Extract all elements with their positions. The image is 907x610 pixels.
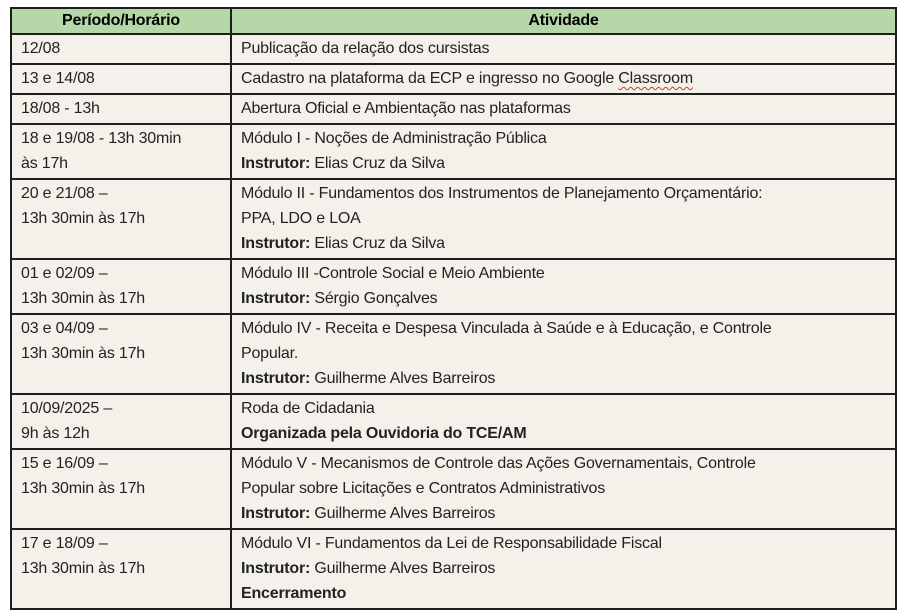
text-segment: Roda de Cidadania (241, 400, 375, 417)
text-segment: Módulo IV - Receita e Despesa Vinculada à Saúde e à Educação, e Controle (241, 320, 772, 337)
text-segment: Organizada pela Ouvidoria do TCE/AM (241, 425, 527, 442)
text-segment: PPA, LDO e LOA (241, 210, 361, 227)
period-line: 03 e 04/09 – (21, 320, 108, 337)
text-segment: Encerramento (241, 585, 347, 602)
text-segment: Instrutor: (241, 290, 311, 307)
activity-cell (231, 64, 896, 94)
activity-line (241, 366, 886, 391)
text-segment: Módulo III -Controle Social e Meio Ambiente (241, 265, 545, 282)
period-line: 17 e 18/09 – (21, 535, 108, 552)
activity-line (241, 476, 886, 501)
text-segment: Guilherme Alves Barreiros (310, 505, 496, 522)
period-line: às 17h (21, 155, 68, 172)
activity-line (241, 421, 886, 446)
period-line: 9h às 12h (21, 425, 90, 442)
text-segment: Popular. (241, 345, 299, 362)
text-segment: Instrutor: (241, 370, 311, 387)
period-line: 12/08 (21, 40, 61, 57)
activity-line (241, 36, 886, 61)
activity-line (241, 581, 886, 606)
period-line: 13h 30min às 17h (21, 290, 146, 307)
period-line: 10/09/2025 – (21, 400, 113, 417)
activity-line (241, 231, 886, 256)
text-segment: Instrutor: (241, 155, 311, 172)
text-segment: Publicação da relação dos cursistas (241, 40, 490, 57)
text-segment: Elias Cruz da Silva (310, 155, 445, 172)
text-segment: Instrutor: (241, 560, 311, 577)
activity-cell (231, 449, 896, 529)
header-row (11, 8, 896, 34)
table-body (11, 34, 896, 609)
period-line: 15 e 16/09 – (21, 455, 108, 472)
period-line: 13h 30min às 17h (21, 480, 146, 497)
activity-cell (231, 94, 896, 124)
text-segment: Módulo I - Noções de Administração Pública (241, 130, 547, 147)
period-line: 13h 30min às 17h (21, 560, 146, 577)
activity-line (241, 151, 886, 176)
period-line: 13h 30min às 17h (21, 345, 146, 362)
table-row (11, 34, 896, 64)
table-row (11, 394, 896, 449)
text-segment: Guilherme Alves Barreiros (310, 370, 496, 387)
period-cell (11, 394, 231, 449)
period-cell (11, 529, 231, 609)
period-cell (11, 94, 231, 124)
period-cell (11, 124, 231, 179)
period-cell (11, 64, 231, 94)
spellcheck-underlined-word: Classroom (618, 70, 693, 87)
table-row (11, 64, 896, 94)
text-segment: Instrutor: (241, 235, 311, 252)
table-row (11, 449, 896, 529)
period-cell (11, 259, 231, 314)
activity-line (241, 451, 886, 476)
text-segment: Módulo II - Fundamentos dos Instrumentos de Planejamento Orçamentário: (241, 185, 763, 202)
table-row (11, 259, 896, 314)
table-row (11, 124, 896, 179)
activity-line (241, 556, 886, 581)
activity-line (241, 206, 886, 231)
period-line: 13 e 14/08 (21, 70, 95, 87)
activity-cell (231, 124, 896, 179)
activity-cell (231, 529, 896, 609)
text-segment: Módulo VI - Fundamentos da Lei de Responsabilidade Fiscal (241, 535, 662, 552)
text-segment: Cadastro na plataforma da ECP e ingresso no Google (241, 70, 619, 87)
period-cell (11, 314, 231, 394)
text-segment: Elias Cruz da Silva (310, 235, 445, 252)
text-segment: Guilherme Alves Barreiros (310, 560, 496, 577)
activity-line (241, 396, 886, 421)
text-segment: Módulo V - Mecanismos de Controle das Ações Governamentais, Controle (241, 455, 756, 472)
text-segment: Sérgio Gonçalves (310, 290, 438, 307)
activity-line (241, 66, 886, 91)
header-periodo-horario: Período/Horário (11, 8, 231, 34)
activity-cell (231, 314, 896, 394)
activity-line (241, 501, 886, 526)
table-row (11, 179, 896, 259)
text-segment: Abertura Oficial e Ambientação nas plataformas (241, 100, 571, 117)
activity-line (241, 286, 886, 311)
activity-line (241, 316, 886, 341)
table-row (11, 314, 896, 394)
text-segment: Instrutor: (241, 505, 311, 522)
period-line: 18 e 19/08 - 13h 30min (21, 130, 182, 147)
activity-line (241, 96, 886, 121)
activity-line (241, 261, 886, 286)
table-row (11, 529, 896, 609)
table-row (11, 94, 896, 124)
activity-cell (231, 259, 896, 314)
activity-cell (231, 179, 896, 259)
activity-cell (231, 394, 896, 449)
period-line: 13h 30min às 17h (21, 210, 146, 227)
header-atividade: Atividade (231, 8, 896, 34)
period-cell (11, 449, 231, 529)
period-line: 18/08 - 13h (21, 100, 100, 117)
period-line: 20 e 21/08 – (21, 185, 108, 202)
activity-line (241, 181, 886, 206)
period-line: 01 e 02/09 – (21, 265, 108, 282)
period-cell (11, 34, 231, 64)
activity-line (241, 341, 886, 366)
activity-cell (231, 34, 896, 64)
schedule-table (10, 7, 897, 610)
activity-line (241, 531, 886, 556)
period-cell (11, 179, 231, 259)
text-segment: Popular sobre Licitações e Contratos Administrativos (241, 480, 606, 497)
activity-line (241, 126, 886, 151)
